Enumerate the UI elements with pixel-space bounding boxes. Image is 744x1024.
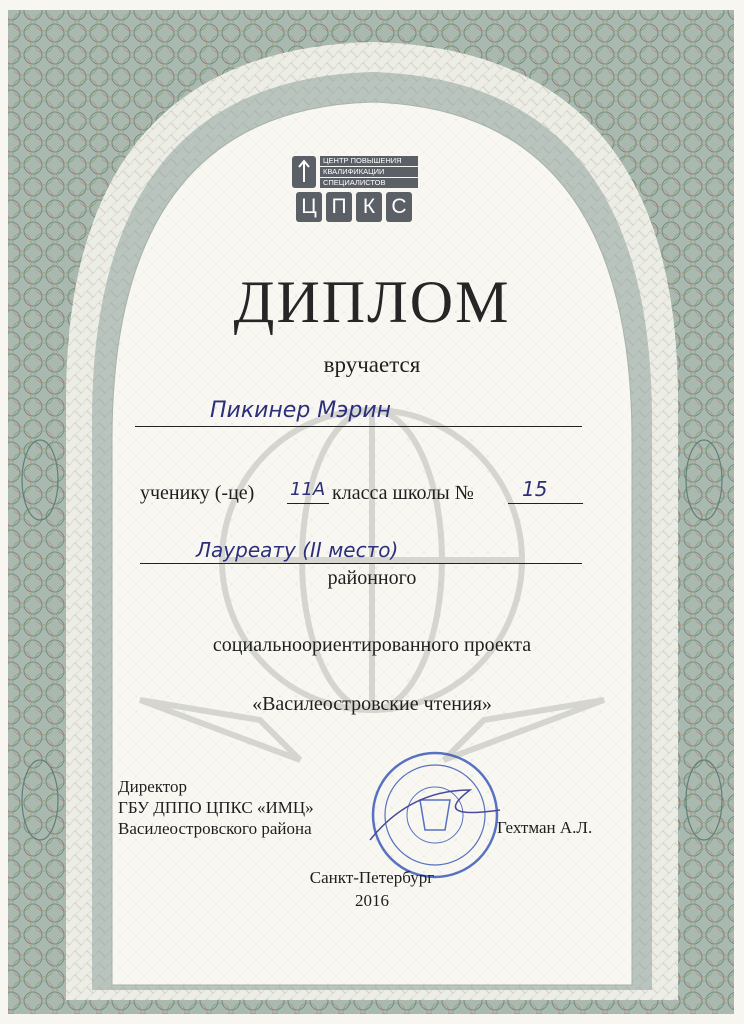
signer-district: Василеостровского района (118, 819, 312, 838)
city-text: Санкт-Петербург (309, 868, 435, 887)
level-text: районного (327, 567, 417, 589)
logo-text-line: СПЕЦИАЛИСТОВ (320, 178, 418, 188)
award-value: Лауреату (II место) (196, 538, 399, 562)
recipient-name: Пикинер Мэрин (210, 398, 392, 423)
logo-letter: Ц (296, 192, 322, 222)
project-name: «Василеостровские чтения» (252, 693, 492, 715)
diploma-title: ДИПЛОМ (233, 269, 511, 335)
class-underline (287, 503, 329, 504)
signer-organization: ГБУ ДППО ЦПКС «ИМЦ» (118, 798, 314, 817)
awarded-text: вручается (323, 352, 421, 377)
school-underline (508, 503, 583, 504)
school-number: 15 (522, 477, 548, 501)
arrow-up-icon (292, 156, 316, 188)
logo-text-line: ЦЕНТР ПОВЫШЕНИЯ (320, 156, 418, 166)
recipient-underline (135, 426, 582, 427)
logo-letter: С (386, 192, 412, 222)
class-value: 11А (290, 479, 326, 500)
class-label: класса школы № (332, 482, 474, 504)
signer-name: Гехтман А.Л. (497, 818, 593, 837)
logo-text-line: КВАЛИФИКАЦИИ (320, 167, 418, 177)
logo-letter: П (326, 192, 352, 222)
year-text: 2016 (355, 891, 389, 910)
student-label: ученику (-це) (140, 482, 255, 504)
cpks-logo (292, 156, 420, 226)
logo-letter: К (356, 192, 382, 222)
award-underline (140, 563, 582, 564)
signer-position: Директор (118, 777, 187, 796)
project-type-text: социальноориентированного проекта (212, 634, 532, 656)
signature-block (118, 776, 314, 839)
